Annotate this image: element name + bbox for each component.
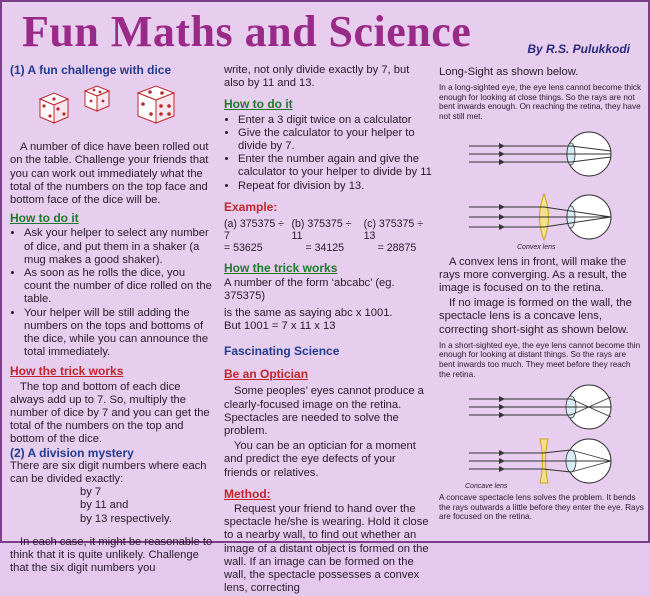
- trick-line-1: A number of the form ‘abcabc’ (eg. 375375): [224, 277, 395, 303]
- die-2: [85, 86, 109, 111]
- convex-body-1: A convex lens in front, will make the rays more converging. As a result, the image is focused on to the retina.: [439, 255, 627, 294]
- division-intro: There are six digit numbers where each can be divided exactly:: [10, 459, 207, 486]
- example-c-result: = 28875: [377, 242, 417, 255]
- dice-how-list: [10, 227, 215, 359]
- trick-line-3: But 1001 = 7 x 11 x 13: [224, 319, 336, 332]
- concave-note: A concave spectacle lens solves the problem. It bends the rays outwards a little before they enter the eye. Rays are focused on the retina.: [439, 493, 644, 522]
- column-right: [439, 64, 644, 522]
- trick-line-2: is the same as saying abc x 1001.: [224, 306, 393, 319]
- example-c-expr: (c) 375375 ÷ 13: [363, 218, 424, 243]
- column-left: [10, 64, 215, 576]
- example-a-result: = 53625: [224, 242, 263, 255]
- column-middle: [224, 64, 432, 596]
- short-sight-diagram: [439, 379, 644, 491]
- division-how-title: How to do it: [224, 97, 293, 112]
- eye-short-corrected-concave: [465, 439, 611, 490]
- example-title: Example:: [224, 199, 278, 214]
- science-section-title: Fascinating Science: [224, 344, 340, 359]
- division-by-13: by 13 respectively.: [80, 512, 172, 525]
- byline: By R.S. Pulukkodi: [527, 42, 630, 56]
- list-item: • Ask your helper to select any number of dice, and put them in a shaker (a mug makes a good shaker).: [24, 227, 215, 267]
- short-sight-note: In a short-sighted eye, the eye lens cannot become thin enough for looking at distant things. So the rays are bent inwards too much. They meet before they reach the retina.: [439, 340, 641, 379]
- example-b-result: = 34125: [305, 242, 345, 255]
- division-how-list: [224, 114, 432, 193]
- eye-uncorrected: [469, 132, 611, 176]
- dice-trick-body: The top and bottom of each dice always add up to 7. So, multiply the number of dice by 7 and you can get the total of the numbers on the top and bottom of the dice.: [10, 380, 210, 446]
- convex-lens-label: Convex lens: [517, 243, 556, 251]
- dice-intro: A number of dice have been rolled out on the table. Challenge your friends that you can work out immediately what the total of the numbers on the top face and bottom face of the dice will be.: [10, 141, 209, 207]
- method-body: Request your friend to hand over the spectacle he/she is wearing. Hold it close to a nearby wall, to find out whether an image of a distant object is formed on the wall. If an image can be formed on the wall, the spectacle possesses a convex lens, correcting: [224, 503, 429, 595]
- eye-corrected-convex: [469, 194, 611, 251]
- division-section-title: (2) A division mystery: [10, 445, 134, 460]
- optician-title: Be an Optician: [224, 367, 309, 382]
- dice-illustration: [10, 79, 215, 139]
- list-item: • Give the calculator to your helper to divide by 7.: [238, 127, 432, 153]
- list-item: • Enter a 3 digit twice on a calculator: [238, 114, 432, 127]
- division-continued: write, not only divide exactly by 7, but also by 11 and 13.: [224, 64, 410, 90]
- example-a-expr: (a) 375375 ÷ 7: [224, 218, 284, 243]
- example-c: [364, 218, 432, 254]
- division-by-7: by 7: [80, 486, 102, 499]
- dice-trick-title: How the trick works: [10, 364, 124, 379]
- list-item: • As soon as he rolls the dice, you count the number of dice rolled on the table.: [24, 267, 215, 307]
- list-item: • Repeat for division by 13.: [238, 180, 432, 193]
- optician-body-1: Some peoples’ eyes cannot produce a clearly-focused image on the retina. Spectacles are needed to solve the problem.: [224, 385, 424, 438]
- list-item: • Your helper will be still adding the numbers on the tops and bottoms of the dice, while you can announce the total immediately.: [24, 307, 215, 360]
- example-calculations: [224, 218, 432, 254]
- example-b-expr: (b) 375375 ÷ 11: [291, 218, 352, 243]
- list-item: • Enter the number again and give the calculator to your helper to divide by 11: [238, 153, 432, 179]
- concave-lens-label: Concave lens: [465, 483, 508, 491]
- optician-body-2: You can be an optician for a moment and predict the eye defects of your friends or relatives.: [224, 440, 416, 479]
- example-b: [291, 218, 359, 254]
- division-by-11: by 11 and: [80, 499, 129, 512]
- dice-how-title: How to do it: [10, 211, 79, 226]
- die-3: [138, 86, 174, 123]
- page-title: Fun Maths and Science: [22, 7, 472, 56]
- long-sight-diagram: [439, 122, 644, 252]
- division-challenge: In each case, it might be reasonable to think that it is quite unlikely. Challenge that the six digit numbers you: [10, 535, 213, 575]
- convex-body-2: If no image is formed on the wall, the spectacle lens is a concave lens, correcting short-sight as shown below.: [439, 297, 632, 336]
- long-sight-note: In a long-sighted eye, the eye lens cannot become thick enough for looking at close things. So the rays are not bent inwards enough. On reaching the retina, they have not still met.: [439, 83, 642, 121]
- method-title: Method:: [224, 486, 271, 501]
- division-trick-title: How the trick works: [224, 261, 338, 276]
- long-sight-heading: Long-Sight as shown below.: [439, 66, 579, 78]
- example-a: [224, 218, 287, 254]
- eye-short-uncorrected: [469, 385, 611, 429]
- die-1: [40, 93, 68, 123]
- dice-section-title: (1) A fun challenge with dice: [10, 63, 172, 77]
